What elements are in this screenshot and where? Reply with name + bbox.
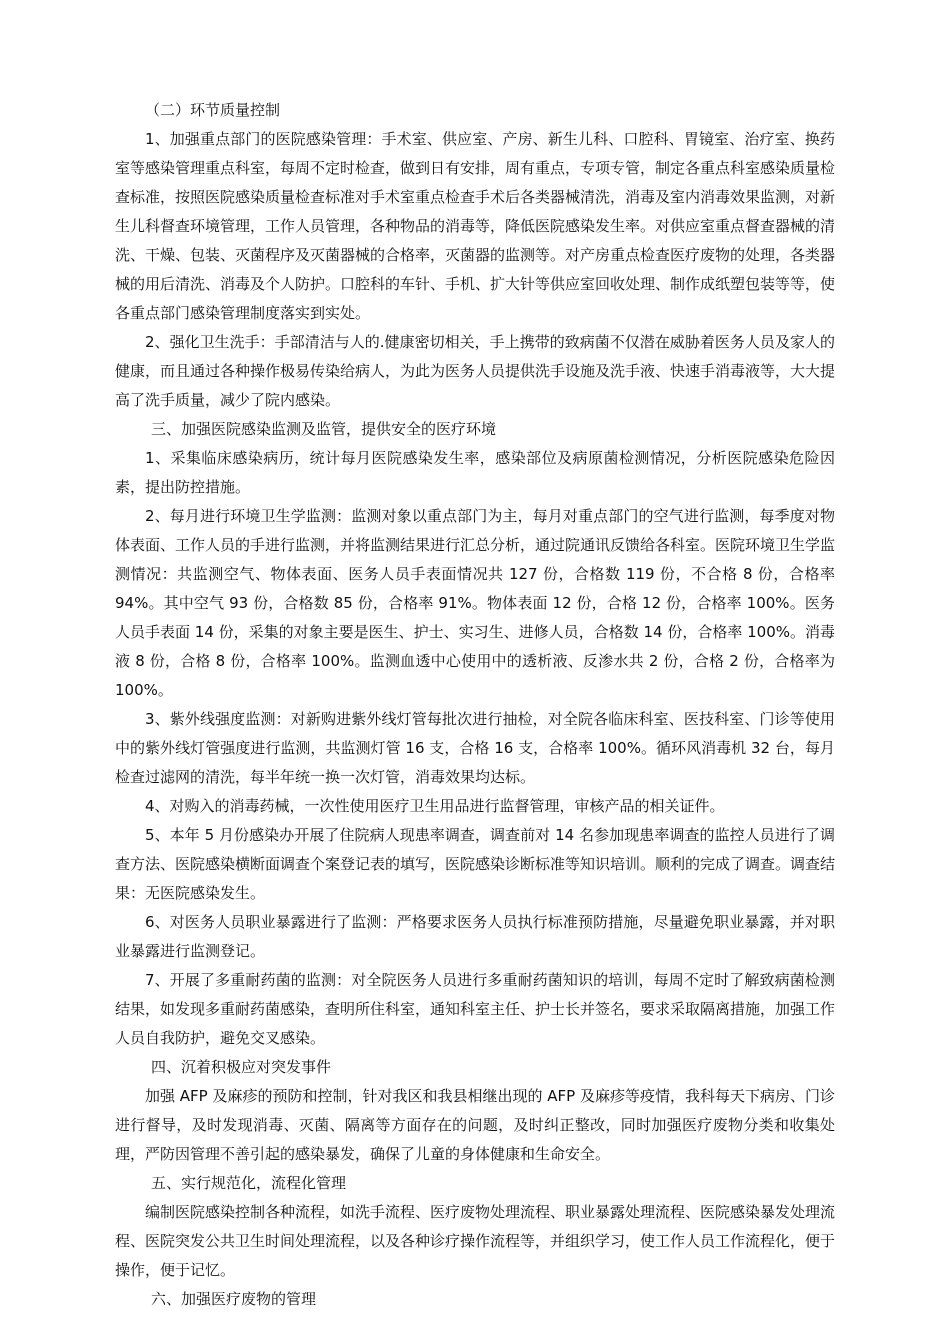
paragraph: 编制医院感染控制各种流程，如洗手流程、医疗废物处理流程、职业暴露处理流程、医院感染暴发处理流程、医院突发公共卫生时间处理流程，以及各种诊疗操作流程等，并组织学习，使工作人员工作流程化，便于操作，便于记忆。 [115, 1203, 836, 1279]
paragraph: 1、加强重点部门的医院感染管理：手术室、供应室、产房、新生儿科、口腔科、胃镜室、治疗室、换药室等感染管理重点科室，每周不定时检查，做到日有安排，周有重点，专项专管，制定各重点科室感染质量检查标准，按照医院感染质量检查标准对手术室重点检查手术后各类器械清洗，消毒及室内消毒效果监测，对新生儿科督查环境管理，工作人员管理，各种物品的消毒等，降低医院感染发生率。对供应室重点督查器械的清洗、干燥、包装、灭菌程序及灭菌器械的合格率，灭菌器的监测等。对产房重点检查医疗废物的处理，各类器械的用后清洗、消毒及个人防护。口腔科的车针、手机、扩大针等供应室回收处理、制作成纸塑包装等等，使各重点部门感染管理制度落实到实处。 [115, 130, 836, 322]
section-heading: 三、加强医院感染监测及监管，提供安全的医疗环境 [151, 420, 497, 438]
section-heading: 六、加强医疗废物的管理 [151, 1290, 317, 1308]
paragraph: 2、每月进行环境卫生学监测：监测对象以重点部门为主，每月对重点部门的空气进行监测，每季度对物体表面、工作人员的手进行监测，并将监测结果进行汇总分析，通过院通讯反馈给各科室。医院环境卫生学监测情况：共监测空气、物体表面、医务人员手表面情况共 127 份，合格数 119 份，不合格 8 份，合格率 94%。其中空气 93 份，合格数 85 份，合格率 91%。物体表面 12 份，合格 12 份，合格率 100%。医务人员手表面 14 份，采集的对象主要是医生、护士、实习生、进修人员，合格数 14 份，合格率 100%。消毒液 8 份，合格 8 份，合格率 100%。监测血透中心使用中的透析液、反渗水共 2 份，合格 2 份，合格率为 100%。 [115, 507, 836, 699]
paragraph: 1、采集临床感染病历，统计每月医院感染发生率，感染部位及病原菌检测情况，分析医院感染危险因素，提出防控措施。 [115, 449, 835, 496]
section-heading: 五、实行规范化，流程化管理 [151, 1174, 347, 1192]
section-heading: 四、沉着积极应对突发事件 [151, 1058, 332, 1076]
paragraph: 5、本年 5 月份感染办开展了住院病人现患率调查，调查前对 14 名参加现患率调查的监控人员进行了调查方法、医院感染横断面调查个案登记表的填写，医院感染诊断标准等知识培训。顺利的完成了调查。调查结果：无医院感染发生。 [115, 826, 836, 902]
paragraph: 2、强化卫生洗手：手部清洁与人的.健康密切相关，手上携带的致病菌不仅潜在威胁着医务人员及家人的健康，而且通过各种操作极易传染给病人，为此为医务人员提供洗手设施及洗手液、快速手消毒液等，大大提高了洗手质量，减少了院内感染。 [115, 333, 836, 409]
document-page [115, 96, 835, 1314]
paragraph: 4、对购入的消毒药械，一次性使用医疗卫生用品进行监督管理，审核产品的相关证件。 [145, 797, 725, 815]
paragraph: 加强 AFP 及麻疹的预防和控制，针对我区和我县相继出现的 AFP 及麻疹等疫情，我科每天下病房、门诊进行督导，及时发现消毒、灭菌、隔离等方面存在的问题，及时纠正整改，同时加强医疗废物分类和收集处理，严防因管理不善引起的感染暴发，确保了儿童的身体健康和生命安全。 [115, 1087, 835, 1163]
paragraph: 6、对医务人员职业暴露进行了监测：严格要求医务人员执行标准预防措施，尽量避免职业暴露，并对职业暴露进行监测登记。 [115, 913, 835, 960]
paragraph: 3、紫外线强度监测：对新购进紫外线灯管每批次进行抽检，对全院各临床科室、医技科室、门诊等使用中的紫外线灯管强度进行监测，共监测灯管 16 支，合格 16 支，合格率 100%。循环风消毒机 32 台，每月检查过滤网的清洗，每半年统一换一次灯管，消毒效果均达标。 [115, 710, 835, 786]
section-heading: （二）环节质量控制 [145, 101, 281, 119]
paragraph: 7、开展了多重耐药菌的监测：对全院医务人员进行多重耐药菌知识的培训，每周不定时了解致病菌检测结果，如发现多重耐药菌感染，查明所住科室，通知科室主任、护士长并签名，要求采取隔离措施，加强工作人员自我防护，避免交叉感染。 [115, 971, 836, 1047]
